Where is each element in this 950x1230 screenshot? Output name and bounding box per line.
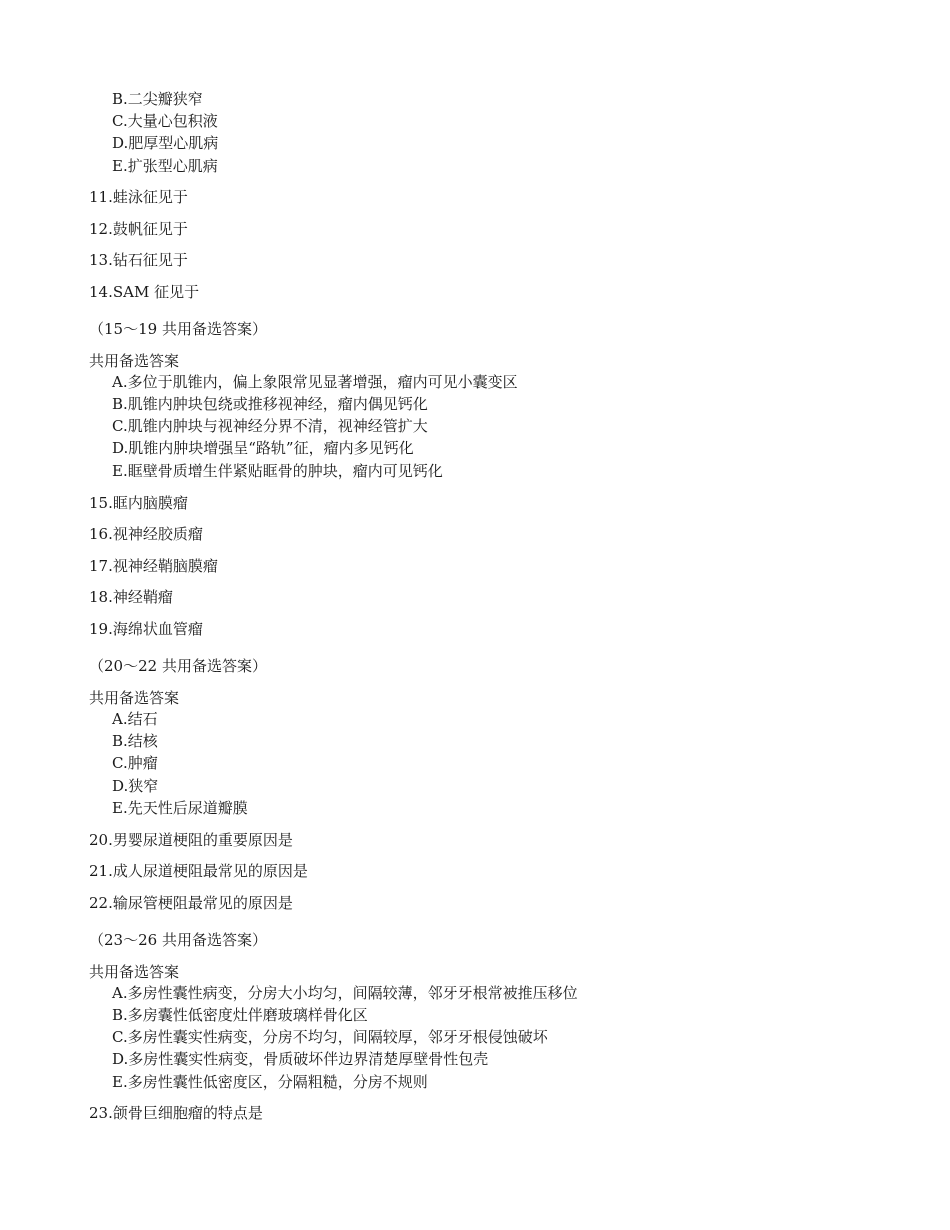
question-14: 14.SAM 征见于 (89, 283, 200, 301)
option-b: B.肌锥内肿块包绕或推移视神经，瘤内偶见钙化 (112, 395, 428, 413)
option-b: B.结核 (112, 732, 158, 750)
option-a: A.多房性囊性病变，分房大小均匀，间隔较薄，邻牙牙根常被推压移位 (112, 984, 578, 1002)
shared-answers-label: 共用备选答案 (89, 352, 180, 370)
question-22: 22.输尿管梗阻最常见的原因是 (89, 894, 293, 912)
question-13: 13.钻石征见于 (89, 251, 188, 269)
question-19: 19.海绵状血管瘤 (89, 620, 203, 638)
question-18: 18.神经鞘瘤 (89, 588, 173, 606)
question-16: 16.视神经胶质瘤 (89, 525, 203, 543)
option-a: A.多位于肌锥内，偏上象限常见显著增强，瘤内可见小囊变区 (112, 373, 518, 391)
option-c: C.多房性囊实性病变，分房不均匀，间隔较厚，邻牙牙根侵蚀破坏 (112, 1028, 548, 1046)
group-header: （15～19 共用备选答案） (89, 320, 267, 338)
option-d: D.肥厚型心肌病 (112, 134, 219, 152)
question-17: 17.视神经鞘脑膜瘤 (89, 557, 218, 575)
option-b: B.二尖瓣狭窄 (112, 90, 203, 108)
question-12: 12.鼓帆征见于 (89, 220, 188, 238)
option-d: D.多房性囊实性病变，骨质破坏伴边界清楚厚壁骨性包壳 (112, 1050, 489, 1068)
shared-answers-label: 共用备选答案 (89, 689, 180, 707)
question-15: 15.眶内脑膜瘤 (89, 494, 188, 512)
option-d: D.狭窄 (112, 777, 159, 795)
option-e: E.扩张型心肌病 (112, 157, 218, 175)
option-b: B.多房囊性低密度灶伴磨玻璃样骨化区 (112, 1006, 368, 1024)
question-21: 21.成人尿道梗阻最常见的原因是 (89, 862, 308, 880)
shared-answers-label: 共用备选答案 (89, 963, 180, 981)
question-11: 11.蛙泳征见于 (89, 188, 188, 206)
group-header: （20～22 共用备选答案） (89, 657, 267, 675)
option-c: C.大量心包积液 (112, 112, 218, 130)
option-c: C.肿瘤 (112, 754, 158, 772)
option-e: E.先天性后尿道瓣膜 (112, 799, 248, 817)
question-23: 23.颌骨巨细胞瘤的特点是 (89, 1104, 263, 1122)
option-e: E.眶壁骨质增生伴紧贴眶骨的肿块，瘤内可见钙化 (112, 462, 443, 480)
group-header: （23～26 共用备选答案） (89, 931, 267, 949)
option-d: D.肌锥内肿块增强呈“路轨”征，瘤内多见钙化 (112, 439, 414, 457)
option-a: A.结石 (112, 710, 158, 728)
option-e: E.多房性囊性低密度区，分隔粗糙，分房不规则 (112, 1073, 428, 1091)
option-c: C.肌锥内肿块与视神经分界不清，视神经管扩大 (112, 417, 428, 435)
question-20: 20.男婴尿道梗阻的重要原因是 (89, 831, 293, 849)
